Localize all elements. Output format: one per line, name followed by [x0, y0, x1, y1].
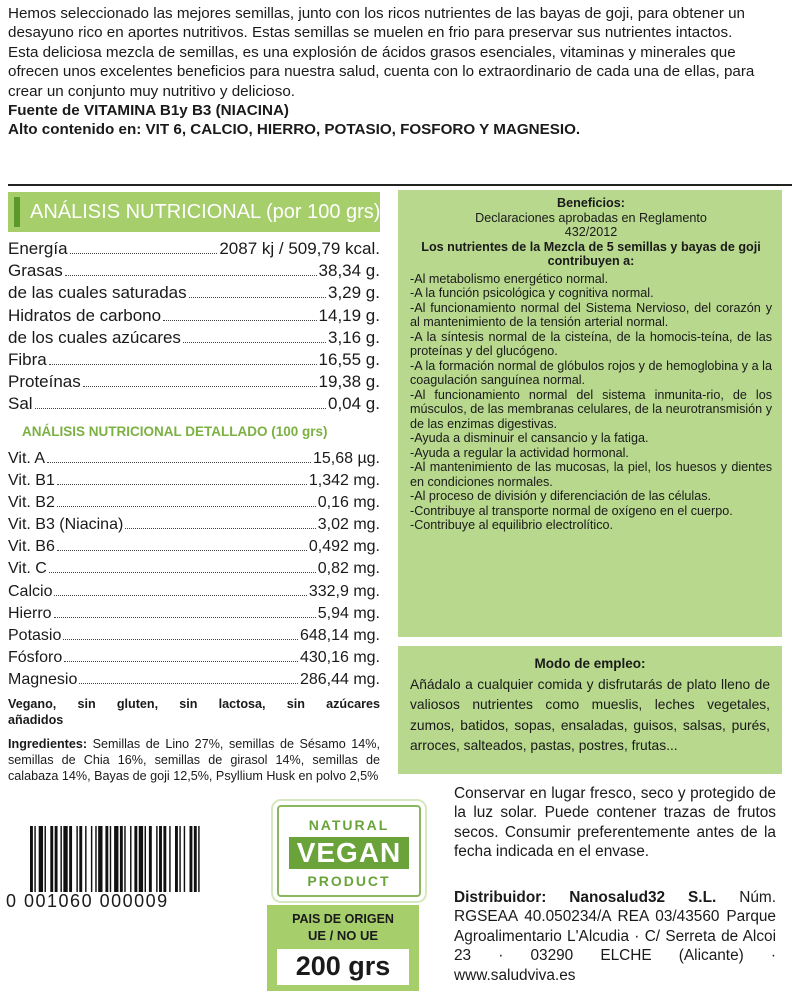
row-label: Proteínas [8, 372, 81, 392]
row-label: Magnesio [8, 670, 78, 688]
dot-leader [70, 252, 218, 254]
row-value: 3,29 g. [328, 283, 380, 303]
fuente-vitamina: Fuente de VITAMINA B1y B3 (NIACINA) [8, 102, 289, 120]
row-value: 0,04 g. [328, 394, 380, 414]
intro-text [8, 4, 786, 140]
table-row [8, 470, 380, 492]
barcode-bar [85, 826, 86, 892]
row-value: 19,38 g. [318, 372, 380, 392]
vegan-product-badge [277, 805, 421, 897]
barcode-bar [55, 826, 58, 892]
net-weight: 200 grs [295, 951, 391, 981]
badge-product: PRODUCT [307, 873, 391, 889]
row-label: Energía [8, 239, 68, 258]
dot-leader [57, 549, 307, 551]
table-row [8, 603, 380, 625]
beneficios-list [410, 272, 772, 533]
dot-leader [47, 461, 311, 463]
barcode-bar [60, 826, 61, 892]
table-row [8, 581, 380, 603]
dot-leader [183, 341, 326, 343]
barcode-bar [34, 826, 35, 892]
row-value: 648,14 mg. [299, 626, 380, 644]
row-value: 38,34 g. [318, 261, 380, 281]
beneficios-decl-1: Declaraciones aprobadas en Reglamento [475, 210, 707, 225]
list-item: -Ayuda a disminuir el cansancio y la fatiga. [410, 431, 649, 445]
table-row [8, 327, 380, 349]
vegano-text [8, 696, 380, 728]
distribuidor-label: Distribuidor: Nanosalud32 S.L. [454, 889, 717, 906]
row-label: Calcio [8, 582, 53, 600]
dot-leader [64, 660, 298, 662]
table-row [8, 625, 380, 647]
row-value: 0,82 mg. [317, 560, 380, 578]
table-row [8, 349, 380, 371]
row-label: Vit. B6 [8, 538, 55, 556]
vegano-line-2: añadidos [8, 713, 64, 727]
row-value: 1,342 mg. [308, 472, 380, 490]
barcode-bar [145, 826, 146, 892]
row-label: Grasas [8, 261, 63, 281]
intro-paragraph-1: Hemos seleccionado las mejores semillas, junto con los ricos nutrientes de las bayas de goji, para obtener un desayuno rico en aportes nutritivos. Estas semillas se muelen en frio para preservar sus nutrientes intactos. [8, 5, 745, 42]
table-row [8, 282, 380, 304]
row-value: 286,44 mg. [299, 670, 380, 688]
origin-value: UE / NO UE [307, 928, 379, 943]
row-value: 3,02 mg. [317, 516, 380, 534]
row-label: Hidratos de carbono [8, 305, 162, 325]
barcode-bar [134, 826, 137, 892]
barcode-bar [163, 826, 166, 892]
barcode-bar [179, 826, 180, 892]
weight-box [277, 949, 409, 985]
distribuidor-details: Núm. RGSEAA 40.050234/A REA 03/43560 Parque Agroalimentario L'Alcudia · C/ Serreta de Alcoi 23 · 03290 ELCHE (Alicante) · www.saludviva.es [454, 889, 776, 984]
list-item: -Al metabolismo energético normal. [410, 271, 609, 286]
list-item: -A la función psicológica y cognitiva normal. [410, 286, 654, 300]
barcode-bar [91, 826, 92, 892]
distribuidor-text [454, 888, 776, 985]
badge-vegan: VEGAN [289, 837, 409, 869]
list-item: -Al proceso de división y diferenciación de las células. [410, 489, 712, 503]
dot-leader [83, 385, 317, 387]
barcode-bar [114, 826, 118, 892]
barcode-bar [120, 826, 123, 892]
origin-label: PAIS DE ORIGEN [292, 912, 394, 926]
analisis-title: ANÁLISIS NUTRICIONAL (por 100 grs) [30, 201, 381, 223]
analisis-header [8, 192, 380, 232]
barcode-bar [30, 826, 33, 892]
barcode-bar [110, 826, 111, 892]
beneficios-intro: Los nutrientes de la Mezcla de 5 semillas y bayas de goji contribuyen a: [421, 239, 761, 268]
row-label: Vit. B2 [8, 494, 55, 512]
row-label: Fósforo [8, 648, 63, 666]
dot-leader [49, 571, 316, 573]
modo-text: Añádalo a cualquier comida y disfrutarás de plato lleno de valiosos nutrientes como mueslis, leches vegetales, zumos, batidos, sopas, ensaladas, guisos, salsas, purés, arroces, salteados, pastas, postres, frutas... [410, 677, 770, 754]
barcode-bar [124, 826, 125, 892]
barcode-bar [169, 826, 170, 892]
list-item: -A la formación normal de glóbulos rojos y de hemoglobina y a la coagulación sanguínea normal. [410, 358, 772, 387]
row-label: Sal [8, 394, 33, 414]
table-row [8, 647, 380, 669]
row-value: 3,16 g. [328, 327, 380, 347]
row-value: 14,19 g. [318, 305, 380, 325]
barcode-bar [63, 826, 67, 892]
row-label: Potasio [8, 626, 62, 644]
row-label: de las cuales saturadas [8, 283, 187, 303]
detallado-title: ANÁLISIS NUTRICIONAL DETALLADO (100 grs) [22, 424, 328, 439]
list-item: -Ayuda a regular la actividad hormonal. [410, 445, 629, 460]
list-item: -Contribuye al equilibrio electrolítico. [410, 518, 613, 532]
detallado-table [8, 448, 380, 691]
table-row [8, 558, 380, 580]
table-row [8, 669, 380, 691]
row-label: Vit. B1 [8, 472, 55, 490]
beneficios-title: Beneficios: [557, 196, 625, 210]
list-item: -Al funcionamiento normal del sistema inmunita-rio, de los músculos, de las membranas celulares, de la neurotransmisión y de las enzimas digestivas. [410, 387, 772, 431]
divider [8, 184, 792, 186]
table-row [8, 238, 380, 260]
barcode-bar [95, 826, 96, 892]
analisis-table [8, 238, 380, 416]
barcode-bar [190, 826, 193, 892]
row-label: de los cuales azúcares [8, 327, 181, 347]
row-value: 2087 kj / 509,79 kcal. [219, 239, 380, 258]
barcode-bar [159, 826, 162, 892]
ingredientes [8, 736, 380, 785]
list-item: -Al funcionamiento normal del Sistema Nervioso, del corazón y al mantenimiento de la tensión arterial normal. [410, 300, 772, 329]
row-label: Vit. B3 (Niacina) [8, 516, 124, 534]
header-accent-bar [14, 197, 20, 227]
row-label: Vit. C [8, 560, 47, 578]
row-value: 0,16 mg. [317, 494, 380, 512]
barcode-bar [184, 826, 185, 892]
badge-natural: NATURAL [308, 817, 390, 833]
conservar-text: Conservar en lugar fresco, seco y protegido de la luz solar. Puede contener trazas de frutos secos. Consumir preferentemente antes de la fecha indicada en el envase. [454, 785, 776, 861]
table-row [8, 305, 380, 327]
barcode-bar [130, 826, 131, 892]
modo-title: Modo de empleo: [534, 656, 646, 671]
barcode-bar [76, 826, 77, 892]
table-row [8, 393, 380, 415]
vegano-line-1: Vegano, sin gluten, sin lactosa, sin azúcares [8, 697, 380, 711]
dot-leader [35, 407, 326, 409]
barcode-bar [149, 826, 152, 892]
barcode-bar [194, 826, 197, 892]
dot-leader [54, 594, 306, 596]
barcode-bar [156, 826, 157, 892]
row-value: 332,9 mg. [308, 582, 380, 600]
dot-leader [79, 682, 298, 684]
modo-panel [398, 646, 782, 774]
row-value: 15,68 µg. [312, 450, 380, 467]
barcode-bar [98, 826, 102, 892]
barcode-bar [105, 826, 108, 892]
dot-leader [54, 616, 316, 618]
dot-leader [49, 363, 317, 365]
table-row [8, 536, 380, 558]
origin-box [267, 905, 419, 991]
table-row [8, 448, 380, 470]
dot-leader [63, 638, 298, 640]
barcode-bar [79, 826, 82, 892]
row-value: 430,16 mg. [299, 648, 380, 666]
barcode-bar [69, 826, 72, 892]
list-item: -A la síntesis normal de la cisteína, de la homocis-teína, de las proteínas y del glucógeno. [410, 329, 772, 358]
row-label: Hierro [8, 604, 52, 622]
row-value: 0,492 mg. [308, 538, 380, 556]
alto-contenido-value: VIT 6, CALCIO, HIERRO, POTASIO, FOSFORO Y MAGNESIO. [141, 121, 581, 139]
intro-paragraph-2: Esta deliciosa mezcla de semillas, es una explosión de ácidos grasos esenciales, vitaminas y minerales que ofrecen unos excelentes beneficios para nuestra salud, cuenta con lo extraordinario de cada una de ellas, para crear un conjunto muy nutritivo y delicioso. [8, 43, 755, 100]
row-value: 16,55 g. [318, 350, 380, 370]
table-row [8, 371, 380, 393]
table-row [8, 260, 380, 282]
beneficios-panel [398, 190, 782, 637]
ingredientes-label: Ingredientes: [8, 737, 88, 751]
dot-leader [57, 505, 316, 507]
barcode-bar [39, 826, 43, 892]
alto-contenido [8, 120, 786, 139]
barcode-bar [50, 826, 53, 892]
barcode-number: 0 001060 000009 [6, 891, 169, 911]
alto-contenido-label: Alto contenido en: [8, 121, 142, 139]
table-row [8, 514, 380, 536]
barcode-icon [30, 826, 240, 892]
dot-leader [57, 483, 307, 485]
barcode-bar [45, 826, 46, 892]
list-item: -Al mantenimiento de las mucosas, la piel, los huesos y dientes en condiciones normales. [410, 460, 772, 489]
dot-leader [189, 296, 326, 298]
dot-leader [163, 319, 316, 321]
list-item: -Contribuye al transporte normal de oxígeno en el cuerpo. [410, 503, 733, 518]
ingredientes-text: Semillas de Lino 27%, semillas de Sésamo 14%, semillas de Chia 16%, semillas de girasol 14%, semillas de calabaza 14%, Bayas de goji 12,5%, Psyllium Husk en polvo 2,5% [8, 737, 380, 784]
barcode-bar [198, 826, 199, 892]
row-label: Vit. A [8, 450, 46, 467]
beneficios-decl-2: 432/2012 [564, 225, 618, 239]
dot-leader [125, 527, 315, 529]
barcode-bar [175, 826, 178, 892]
dot-leader [65, 274, 317, 276]
table-row [8, 492, 380, 514]
barcode-bar [139, 826, 143, 892]
row-label: Fibra [8, 350, 47, 370]
row-value: 5,94 mg. [317, 604, 380, 622]
